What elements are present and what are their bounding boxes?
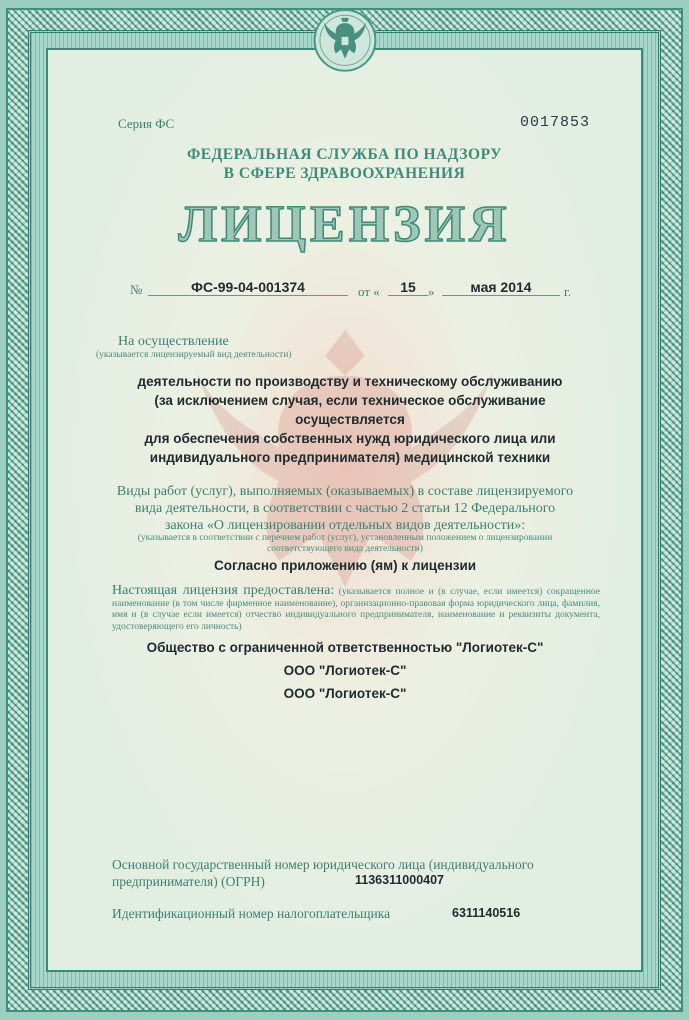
activity-line: (за исключением случая, если техническое обслуживание осуществляется	[154, 393, 546, 427]
work-kinds-line: вида деятельности, в соответствии с частью 2 статьи 12 Федерального	[134, 501, 556, 516]
work-kinds-hint-line: соответствующего вида деятельности)	[267, 544, 423, 554]
work-kinds-value: Согласно приложению (ям) к лицензии	[213, 558, 477, 573]
license-day: 15	[388, 279, 428, 296]
work-kinds-line: Виды работ (услуг), выполняемых (оказываемых) в составе лицензируемого	[116, 484, 574, 499]
series-label: Серия ФС	[118, 116, 175, 131]
activity-description	[100, 372, 600, 467]
organization-short-name: ООО "Логиотек-С"	[283, 663, 407, 678]
ogrn-label-line-1: Основной государственный номер юридического лица (индивидуального	[112, 857, 534, 872]
ogrn-label-line-2: предпринимателя) (ОГРН)	[112, 874, 265, 889]
license-number: ФС-99-04-001374	[148, 279, 348, 296]
activity-hint: (указывается лицензируемый вид деятельности)	[96, 350, 292, 360]
work-kinds-label	[90, 483, 600, 534]
agency-name-line-1: ФЕДЕРАЛЬНАЯ СЛУЖБА ПО НАДЗОРУ	[186, 146, 503, 163]
date-quote-close: »	[428, 284, 435, 299]
work-kinds-line: закона «О лицензировании отдельных видов деятельности»:	[164, 518, 526, 533]
coat-of-arms-emblem-icon	[312, 6, 378, 72]
organization-brand-name: ООО "Логиотек-С"	[283, 686, 407, 701]
work-kinds-hint	[110, 533, 580, 555]
activity-line: деятельности по производству и техническому обслуживанию	[137, 374, 563, 389]
granted-section	[112, 585, 600, 633]
year-suffix: г.	[564, 284, 572, 299]
activity-label: На осуществление	[118, 334, 229, 349]
document-title: ЛИЦЕНЗИЯ	[178, 196, 511, 253]
agency-name	[60, 145, 629, 183]
license-number-row	[130, 279, 590, 301]
activity-line: индивидуального предпринимателя) медицинской техники	[149, 450, 551, 465]
ogrn-value: 1136311000407	[355, 873, 444, 887]
license-month-year: мая 2014	[442, 279, 560, 296]
activity-line: для обеспечения собственных нужд юридического лица или	[144, 431, 556, 446]
granted-label: Настоящая лицензия предоставлена:	[112, 583, 335, 598]
organization-full-name: Общество с ограниченной ответственностью "Логиотек-С"	[146, 640, 544, 655]
number-sign-label: №	[130, 282, 143, 297]
agency-name-line-2: В СФЕРЕ ЗДРАВООХРАНЕНИЯ	[223, 165, 466, 182]
activity-section	[96, 334, 292, 360]
inn-label: Идентификационный номер налогоплательщика	[112, 906, 391, 921]
serial-number: 0017853	[520, 114, 591, 131]
date-from-label: от «	[358, 284, 380, 299]
work-kinds-hint-line: (указывается в соответствии с перечнем работ (услуг), установленным положением о лицензировании	[137, 533, 553, 543]
granted-hint: (указывается полное и (в случае, если имеется) сокращенное наименование (в том числе фирменное наименование), организационно-правовая форма юридического лица, фамилия, имя и (в случае если имеется) отчество индивидуального предпринимателя, наименование и реквизиты документа, удостоверяющего его личность)	[112, 587, 601, 632]
inn-value: 6311140516	[452, 906, 521, 920]
